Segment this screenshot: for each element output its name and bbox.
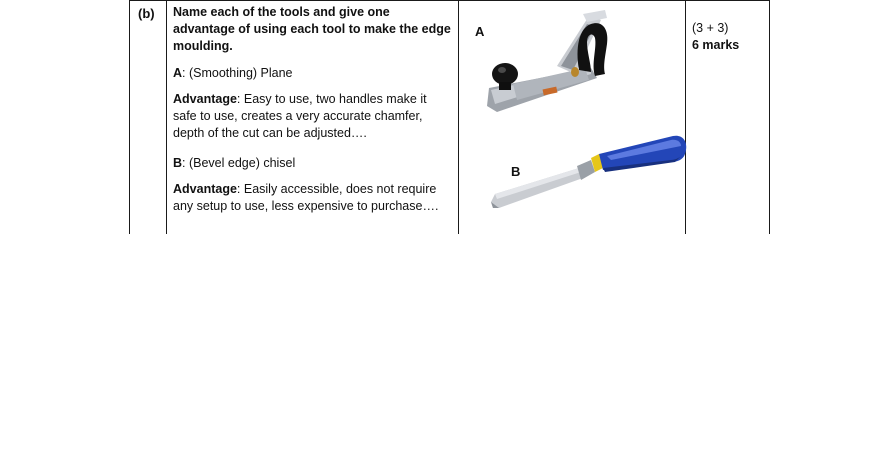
answer-b-name-text: : (Bevel edge) chisel [182, 156, 296, 170]
answer-a-name [173, 65, 453, 82]
answer-a-key: A [173, 66, 183, 80]
answer-b-advantage-label: Advantage [173, 182, 237, 196]
answer-b-advantage-text: : Easily accessible, does not require any setup to use, less expensive to purchase…. [173, 182, 439, 213]
bevel-edge-chisel-icon [487, 132, 687, 214]
tool-b-label: B [511, 164, 521, 179]
answer-a-advantage [173, 91, 453, 142]
smoothing-plane-icon [483, 8, 613, 120]
marks-total: 6 marks [692, 38, 740, 52]
tool-a-label: A [475, 24, 485, 39]
question-text: Name each of the tools and give one advantage of using each tool to make the edge moulding. [173, 5, 451, 53]
answer-table [129, 0, 770, 234]
marks-breakdown: (3 + 3) [692, 21, 729, 35]
answer-a-advantage-text: : Easy to use, two handles make it safe to use, creates a very accurate chamfer, depth of the cut can be adjusted…. [173, 92, 427, 140]
answer-b-advantage [173, 181, 453, 215]
answer-b-name [173, 155, 453, 172]
question-cell [173, 4, 453, 224]
answer-a-name-text: : (Smoothing) Plane [182, 66, 293, 80]
answer-b-key: B [173, 156, 183, 170]
answer-a-advantage-label: Advantage [173, 92, 237, 106]
marks-cell [692, 20, 739, 54]
tools-image-cell [459, 0, 685, 234]
column-divider-1 [166, 0, 167, 234]
part-label: (b) [138, 6, 155, 21]
